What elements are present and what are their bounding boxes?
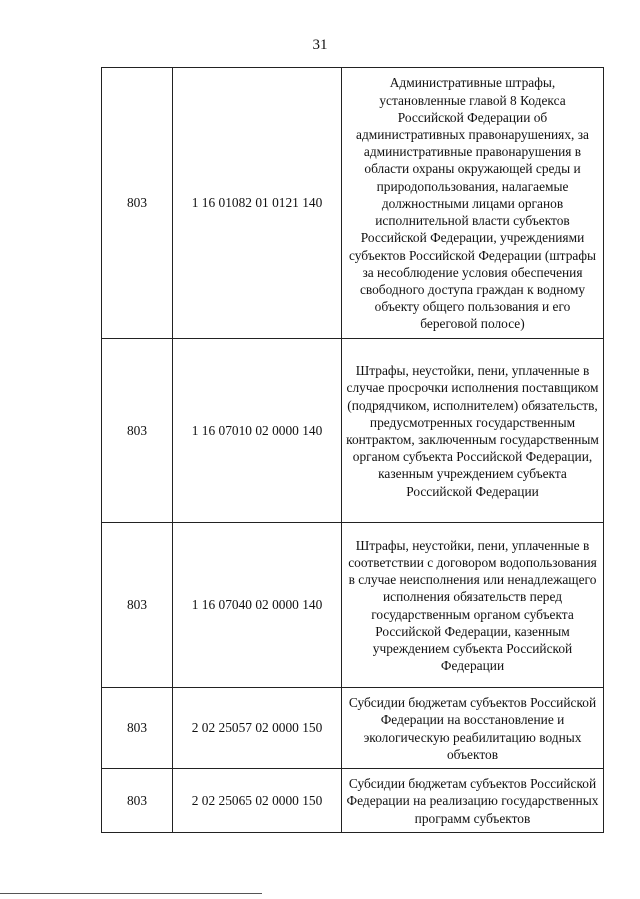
table-row	[102, 688, 604, 769]
table-row	[102, 523, 604, 688]
budget-classification-table	[101, 67, 604, 833]
table-row	[102, 769, 604, 833]
kbk-code-cell: 1 16 07040 02 0000 140	[173, 523, 342, 688]
revenue-name-cell	[342, 688, 604, 769]
kbk-code-cell: 1 16 01082 01 0121 140	[173, 68, 342, 339]
revenue-name-text: Штрафы, неустойки, пени, уплаченные в соответствии с договором водопользования в случае неисполнения или ненадлежащего исполнения обязательств перед государственным органом субъекта Российской Федерации, казенным учреждением субъекта Российской Федерации	[348, 537, 597, 674]
admin-code-cell: 803	[102, 688, 173, 769]
revenue-name-text: Административные штрафы, установленные главой 8 Кодекса Российской Федерации об административных правонарушениях, за административные правонарушения в области охраны окружающей среды и природопользования, налагаемые должностными лицами органов исполнительной власти субъектов Российской Федерации, учреждениями субъектов Российской Федерации (штрафы за несоблюдение условия обеспечения свободного доступа граждан к водному объекту общего пользования и его береговой полосе)	[348, 75, 597, 332]
table-row	[102, 68, 604, 339]
revenue-name-text: Субсидии бюджетам субъектов Российской Федерации на восстановление и экологическую реабилитацию водных объектов	[348, 695, 597, 762]
revenue-name-text: Субсидии бюджетам субъектов Российской Федерации на реализацию государственных программ субъектов	[346, 776, 599, 826]
admin-code-cell: 803	[102, 68, 173, 339]
revenue-name-text: Штрафы, неустойки, пени, уплаченные в случае просрочки исполнения поставщиком (подрядчиком, исполнителем) обязательств, предусмотренных государственным контрактом, заключенным государственным органом субъекта Российской Федерации, казенным учреждением субъекта Российской Федерации	[346, 363, 599, 499]
footnote-separator-line	[0, 893, 262, 894]
admin-code-cell: 803	[102, 523, 173, 688]
revenue-name-cell	[342, 769, 604, 833]
admin-code-cell: 803	[102, 769, 173, 833]
revenue-name-cell	[342, 523, 604, 688]
revenue-name-cell	[342, 68, 604, 339]
admin-code-cell: 803	[102, 339, 173, 523]
kbk-code-cell: 2 02 25065 02 0000 150	[173, 769, 342, 833]
revenue-name-cell	[342, 339, 604, 523]
table-row	[102, 339, 604, 523]
kbk-code-cell: 2 02 25057 02 0000 150	[173, 688, 342, 769]
page-number: 31	[312, 37, 328, 53]
kbk-code-cell: 1 16 07010 02 0000 140	[173, 339, 342, 523]
